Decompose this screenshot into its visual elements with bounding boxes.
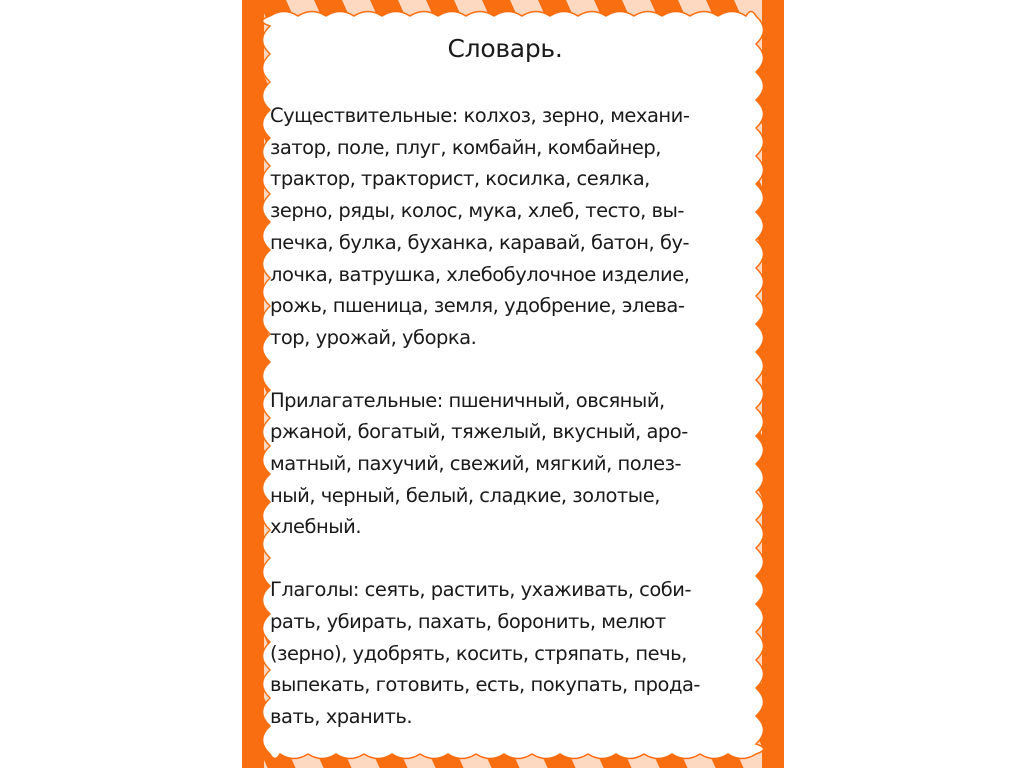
verbs-line: рать, убирать, пахать, боронить, мелют	[270, 609, 666, 633]
frame-left-band	[242, 0, 264, 768]
card-title: Словарь.	[447, 34, 563, 63]
nouns-line: Существительные: колхоз, зерно, механи-	[270, 104, 690, 127]
nouns-line: рожь, пшеница, земля, удобрение, элева-	[270, 294, 685, 318]
nouns-section	[270, 100, 740, 354]
nouns-line: лочка, ватрушка, хлебобулочное изделие,	[270, 262, 690, 286]
nouns-line: тор, урожай, уборка.	[270, 325, 477, 349]
adjectives-line: Прилагательные: пшеничный, овсяный,	[270, 388, 665, 412]
verbs-line: выпекать, готовить, есть, покупать, прода-	[270, 673, 700, 697]
vocabulary-card	[242, 0, 784, 768]
nouns-line: трактор, тракторист, косилка, сеялка,	[270, 167, 650, 191]
adjectives-line: хлебный.	[270, 515, 362, 539]
verbs-line: Глаголы: сеять, растить, ухаживать, соби-	[270, 578, 691, 602]
frame-right-band	[762, 0, 784, 768]
nouns-line: печка, булка, буханка, каравай, батон, бу-	[270, 230, 690, 254]
verbs-section	[270, 574, 740, 733]
adjectives-line: ржаной, богатый, тяжелый, вкусный, аро-	[270, 420, 688, 444]
nouns-line: затор, поле, плуг, комбайн, комбайнер,	[270, 135, 661, 159]
verbs-line: (зерно), удобрять, косить, стряпать, печь,	[270, 641, 687, 665]
adjectives-section	[270, 385, 740, 544]
card-content	[270, 34, 740, 764]
verbs-line: вать, хранить.	[270, 704, 413, 728]
nouns-line: зерно, ряды, колос, мука, хлеб, тесто, вы-	[270, 199, 684, 223]
adjectives-line: матный, пахучий, свежий, мягкий, полез-	[270, 452, 682, 476]
adjectives-line: ный, черный, белый, сладкие, золотые,	[270, 483, 660, 507]
